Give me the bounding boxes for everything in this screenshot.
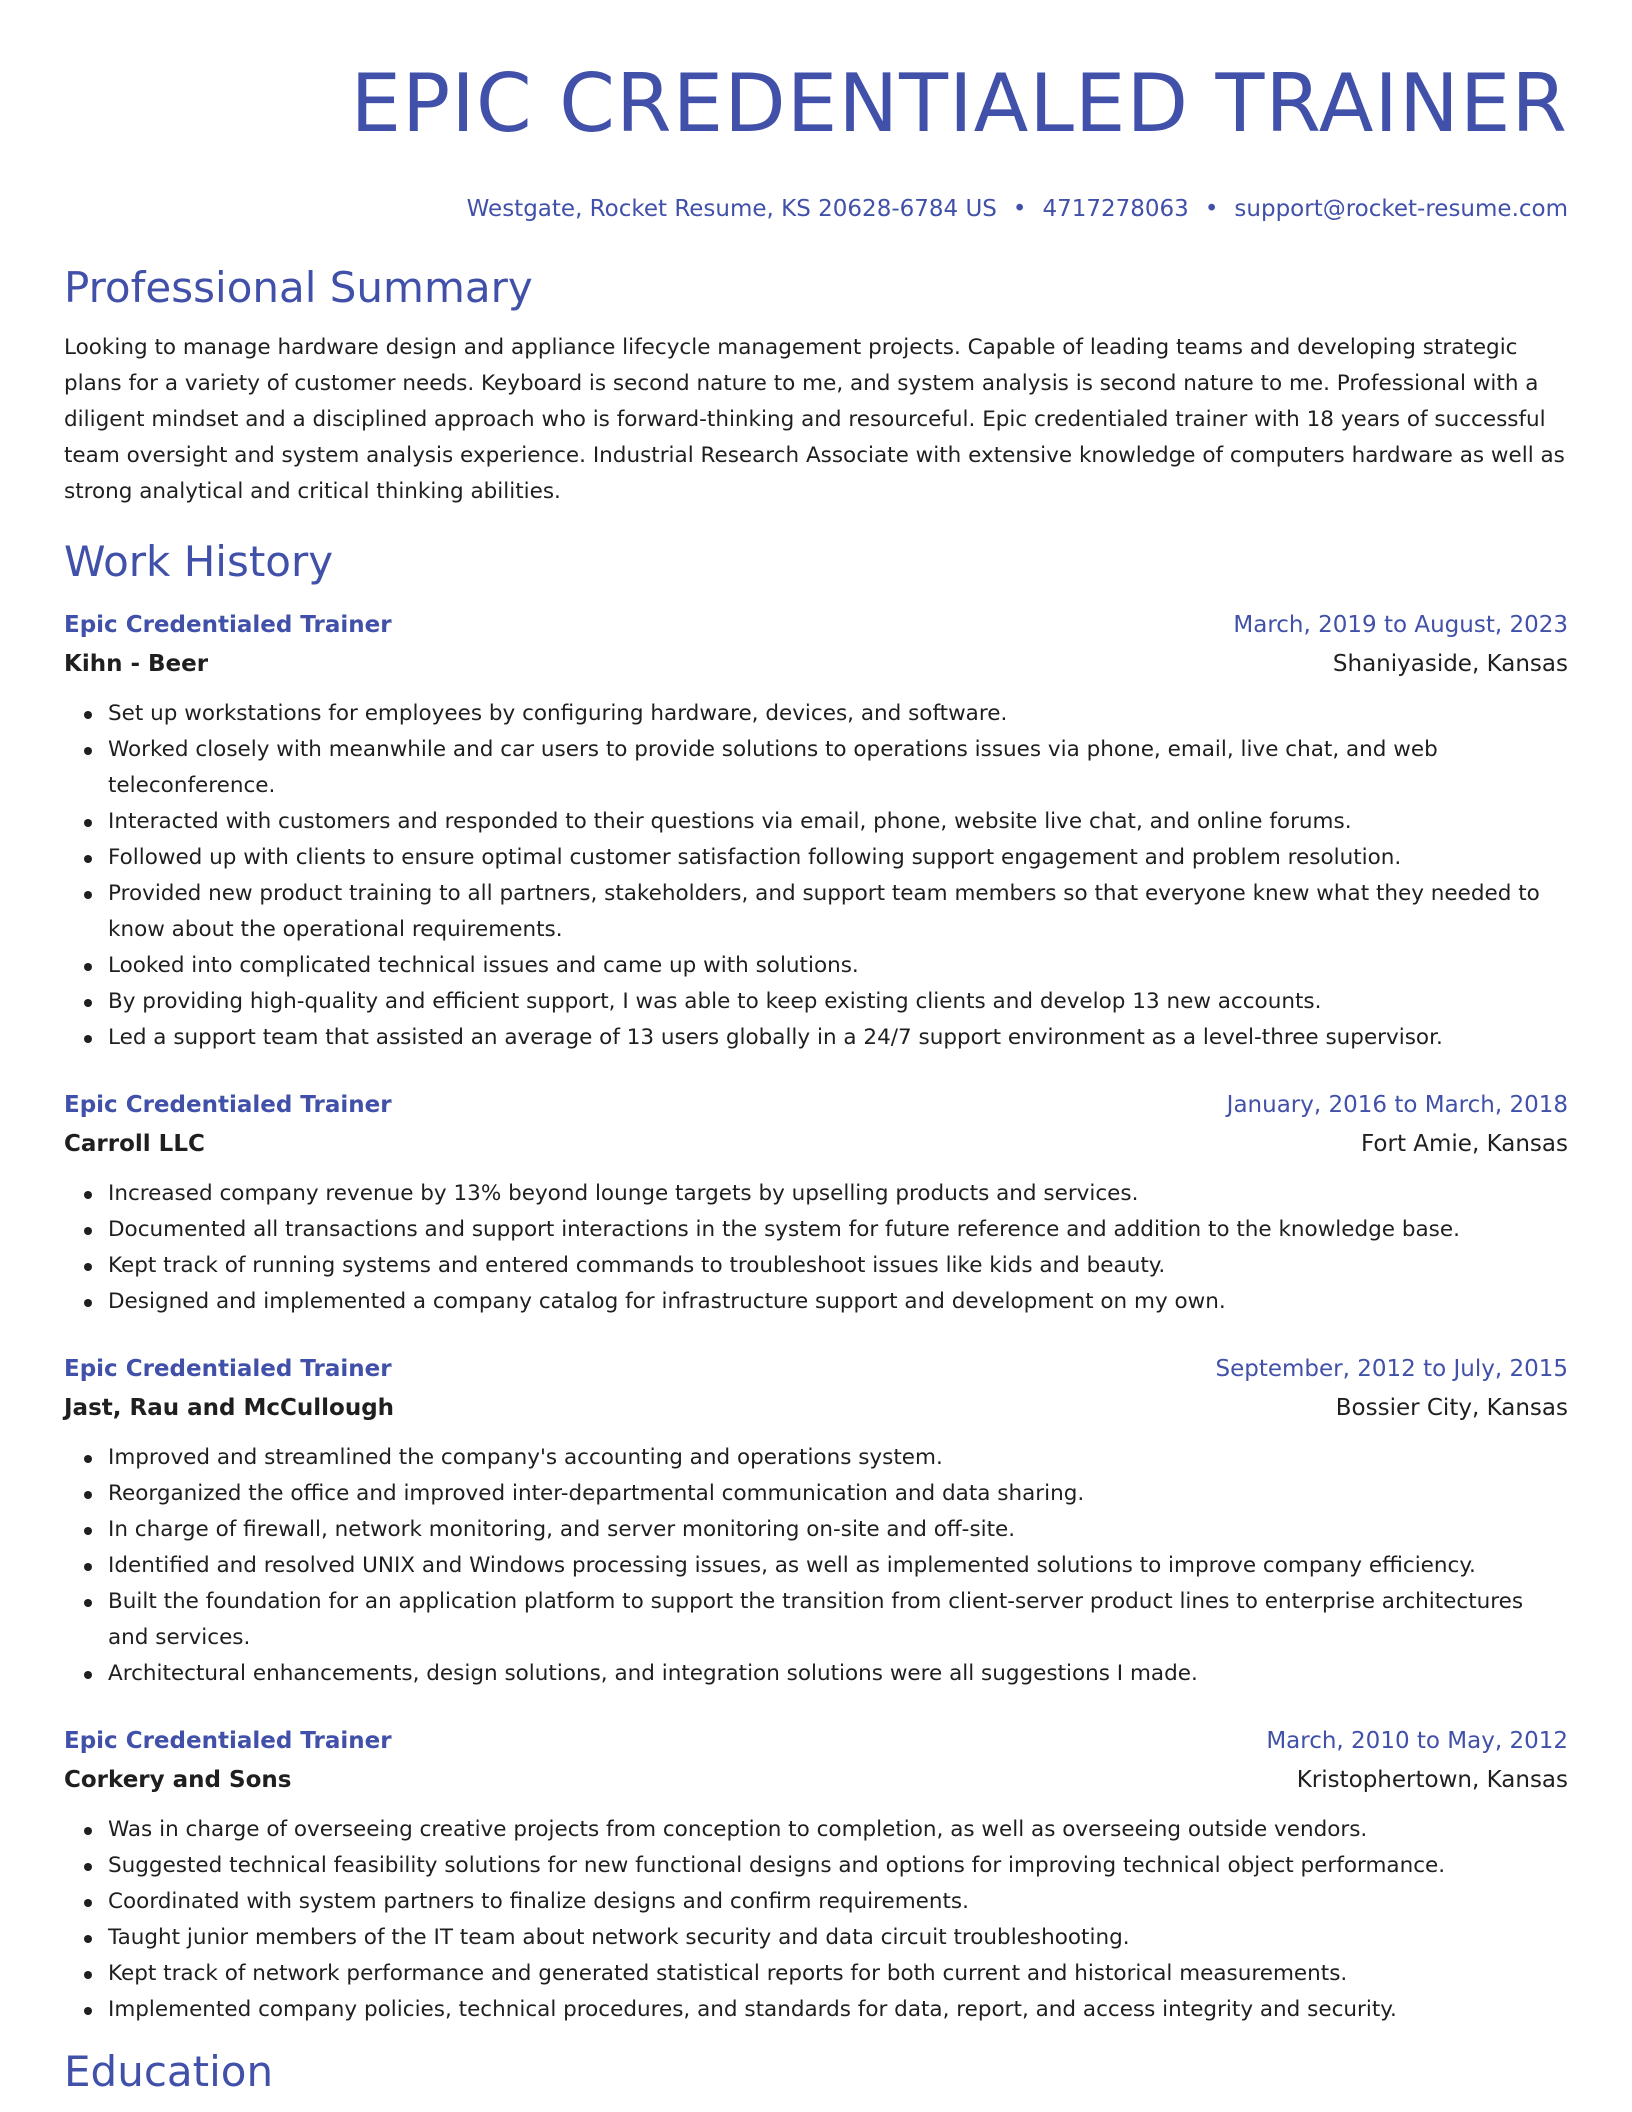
job-bullet: By providing high-quality and efficient support, I was able to keep existing clients and develop 13 new accounts. <box>108 984 1568 1020</box>
job-location: Fort Amie, Kansas <box>1361 1131 1568 1157</box>
job-company: Kihn - Beer <box>64 651 209 677</box>
job-bullet: Improved and streamlined the company's accounting and operations system. <box>108 1440 1568 1476</box>
contact-separator: • <box>1204 196 1219 222</box>
job-bullet: Taught junior members of the IT team about network security and data circuit troubleshooting. <box>108 1920 1568 1956</box>
job-company-row <box>64 1124 1568 1164</box>
work-history-heading: Work History <box>64 537 334 586</box>
job-bullet: Architectural enhancements, design solutions, and integration solutions were all suggestions I made. <box>108 1656 1568 1692</box>
job-title: Epic Credentialed Trainer <box>64 612 392 638</box>
job-bullet: Led a support team that assisted an average of 13 users globally in a 24/7 support environment as a level-three supervisor. <box>108 1020 1568 1056</box>
work-history-list <box>64 606 1568 2028</box>
job-entry <box>64 1350 1568 1692</box>
job-entry <box>64 1086 1568 1320</box>
job-bullet: Set up workstations for employees by configuring hardware, devices, and software. <box>108 696 1568 732</box>
job-bullet: Kept track of network performance and generated statistical reports for both current and historical measurements. <box>108 1956 1568 1992</box>
contact-line <box>64 194 1568 224</box>
job-title-row <box>64 1086 1568 1124</box>
job-bullet: Provided new product training to all partners, stakeholders, and support team members so that everyone knew what they needed to know about the operational requirements. <box>108 876 1568 948</box>
job-bullet: In charge of firewall, network monitoring, and server monitoring on-site and off-site. <box>108 1512 1568 1548</box>
job-location: Kristophertown, Kansas <box>1296 1767 1568 1793</box>
contact-phone[interactable]: 4717278063 <box>1042 196 1189 222</box>
job-dates: January, 2016 to March, 2018 <box>1226 1092 1568 1118</box>
job-company: Carroll LLC <box>64 1131 205 1157</box>
contact-email[interactable]: support@rocket-resume.com <box>1234 196 1568 222</box>
resume-page <box>64 0 1568 2098</box>
job-bullet-list <box>64 696 1568 1056</box>
job-company: Jast, Rau and McCullough <box>64 1395 395 1421</box>
contact-separator: • <box>1012 196 1027 222</box>
candidate-name: EPIC CREDENTIALED TRAINER <box>350 57 1568 150</box>
job-bullet-list <box>64 1812 1568 2028</box>
job-bullet: Designed and implemented a company catalog for infrastructure support and development on my own. <box>108 1284 1568 1320</box>
job-bullet: Coordinated with system partners to finalize designs and confirm requirements. <box>108 1884 1568 1920</box>
job-bullet-list <box>64 1176 1568 1320</box>
job-bullet: Reorganized the office and improved inter-departmental communication and data sharing. <box>108 1476 1568 1512</box>
job-title-row <box>64 1722 1568 1760</box>
job-bullet: Kept track of running systems and entered commands to troubleshoot issues like kids and beauty. <box>108 1248 1568 1284</box>
resume-header <box>64 0 1568 224</box>
job-bullet: Interacted with customers and responded to their questions via email, phone, website live chat, and online forums. <box>108 804 1568 840</box>
job-bullet: Was in charge of overseeing creative projects from conception to completion, as well as overseeing outside vendors. <box>108 1812 1568 1848</box>
summary-heading: Professional Summary <box>64 263 533 312</box>
job-title: Epic Credentialed Trainer <box>64 1356 392 1382</box>
job-bullet: Built the foundation for an application platform to support the transition from client-server product lines to enterprise architectures and services. <box>108 1584 1568 1656</box>
job-bullet: Worked closely with meanwhile and car users to provide solutions to operations issues via phone, email, live chat, and web teleconference. <box>108 732 1568 804</box>
job-bullet-list <box>64 1440 1568 1692</box>
job-dates: March, 2019 to August, 2023 <box>1233 612 1568 638</box>
job-entry <box>64 1722 1568 2028</box>
job-company: Corkery and Sons <box>64 1767 292 1793</box>
job-bullet: Identified and resolved UNIX and Windows processing issues, as well as implemented solutions to improve company efficiency. <box>108 1548 1568 1584</box>
job-dates: March, 2010 to May, 2012 <box>1266 1728 1568 1754</box>
job-entry <box>64 606 1568 1056</box>
education-heading: Education <box>64 2047 274 2096</box>
job-bullet: Suggested technical feasibility solutions for new functional designs and options for improving technical object performance. <box>108 1848 1568 1884</box>
job-title-row <box>64 606 1568 644</box>
job-company-row <box>64 1388 1568 1428</box>
job-company-row <box>64 1760 1568 1800</box>
contact-address: Westgate, Rocket Resume, KS 20628-6784 US <box>466 196 997 222</box>
job-location: Bossier City, Kansas <box>1335 1395 1568 1421</box>
job-bullet: Increased company revenue by 13% beyond lounge targets by upselling products and services. <box>108 1176 1568 1212</box>
summary-text: Looking to manage hardware design and appliance lifecycle management projects. Capable of leading teams and developing strategic plans for a variety of customer needs. Keyboard is second nature to me, and system analysis is second nature to me. Professional with a diligent mindset and a disciplined approach who is forward-thinking and resourceful. Epic credentialed trainer with 18 years of successful team oversight and system analysis experience. Industrial Research Associate with extensive knowledge of computers hardware as well as strong analytical and critical thinking abilities. <box>64 335 1565 504</box>
job-title: Epic Credentialed Trainer <box>64 1728 392 1754</box>
job-bullet: Implemented company policies, technical procedures, and standards for data, report, and access integrity and security. <box>108 1992 1568 2028</box>
job-title-row <box>64 1350 1568 1388</box>
job-company-row <box>64 644 1568 684</box>
job-dates: September, 2012 to July, 2015 <box>1215 1356 1568 1382</box>
job-bullet: Followed up with clients to ensure optimal customer satisfaction following support engagement and problem resolution. <box>108 840 1568 876</box>
job-bullet: Documented all transactions and support interactions in the system for future reference and addition to the knowledge base. <box>108 1212 1568 1248</box>
job-location: Shaniyaside, Kansas <box>1332 651 1568 677</box>
job-title: Epic Credentialed Trainer <box>64 1092 392 1118</box>
job-bullet: Looked into complicated technical issues and came up with solutions. <box>108 948 1568 984</box>
